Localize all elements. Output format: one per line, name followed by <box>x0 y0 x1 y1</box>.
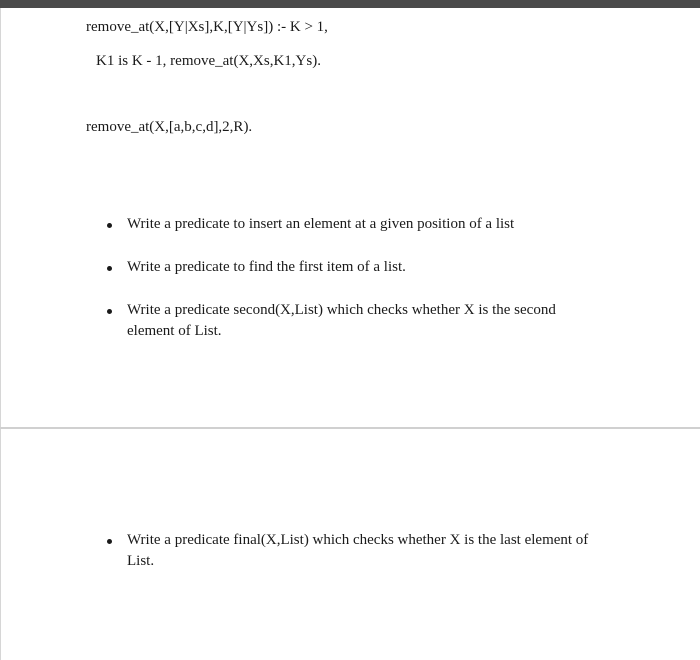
viewer-top-bar <box>0 0 700 8</box>
list-item-text: Write a predicate final(X,List) which checks whether X is the last element of List. <box>127 532 589 569</box>
code-line-rule-head: remove_at(X,[Y|Xs],K,[Y|Ys]) :- K > 1, <box>86 19 328 35</box>
list-item <box>107 257 597 278</box>
code-line-query: remove_at(X,[a,b,c,d],2,R). <box>86 119 253 135</box>
list-item <box>107 300 597 342</box>
list-item <box>107 214 597 235</box>
code-line-rule-body: K1 is K - 1, remove_at(X,Xs,K1,Ys). <box>96 53 321 69</box>
bullet-icon <box>107 539 112 544</box>
list-item-text: Write a predicate to insert an element at a given position of a list <box>127 216 515 232</box>
document-page-1 <box>0 8 700 428</box>
list-item-text: Write a predicate to find the first item of a list. <box>127 259 406 275</box>
list-item-text: Write a predicate second(X,List) which checks whether X is the second element of List. <box>127 302 556 339</box>
bullet-icon <box>107 223 112 228</box>
bullet-icon <box>107 266 112 271</box>
list-item <box>107 530 597 572</box>
document-page-2 <box>0 429 700 660</box>
bullet-icon <box>107 309 112 314</box>
